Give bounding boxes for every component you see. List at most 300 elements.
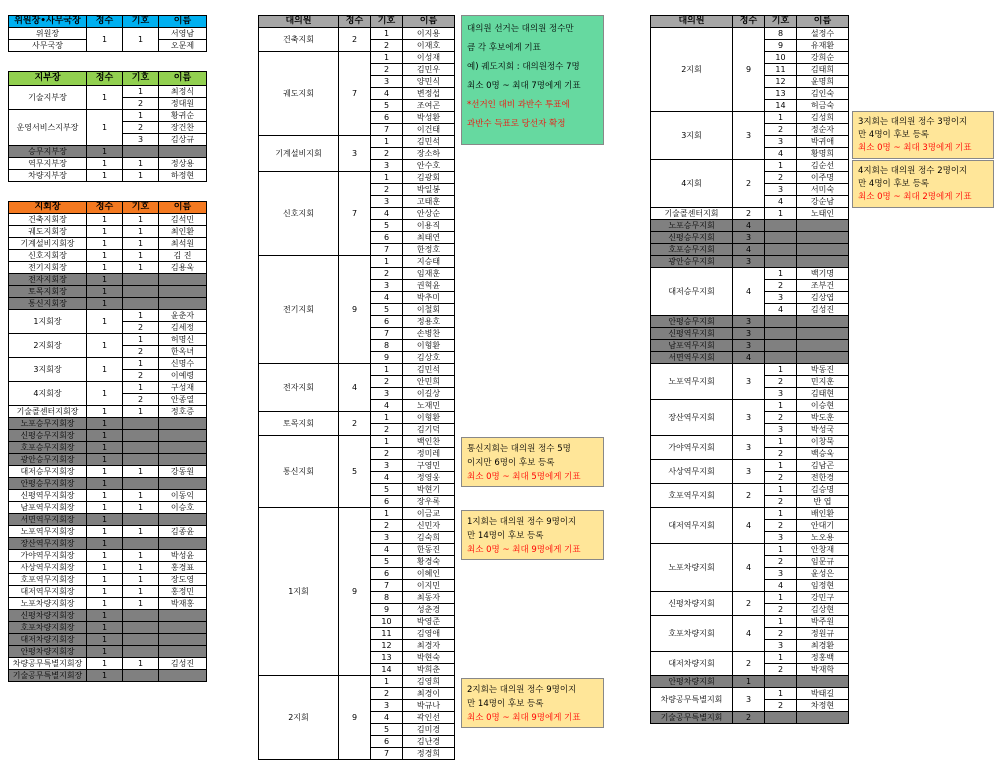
position-cell: 궤도지회장 (9, 226, 87, 238)
number-cell: 5 (371, 556, 403, 568)
branch-cell: 호포승무지회 (651, 244, 733, 256)
name-cell: 조부건 (797, 280, 849, 292)
position-cell: 전자지회장 (9, 274, 87, 286)
name-cell: 김상현 (797, 604, 849, 616)
name-cell (159, 454, 207, 466)
position-cell: 대저차량지회장 (9, 634, 87, 646)
name-cell: 이창묵 (797, 436, 849, 448)
number-cell (123, 430, 159, 442)
name-cell (797, 712, 849, 724)
number-cell (765, 232, 797, 244)
note-line: 최소 0명 ~ 최대 7명에게 기표 (467, 81, 581, 91)
name-cell: 안민희 (403, 376, 455, 388)
name-cell: 김인숙 (797, 88, 849, 100)
quota-cell: 1 (87, 214, 123, 226)
number-cell: 2 (765, 556, 797, 568)
number-cell: 2 (765, 412, 797, 424)
quota-cell: 2 (733, 160, 765, 208)
position-cell: 기술지부장 (9, 86, 87, 110)
quota-cell: 3 (733, 400, 765, 436)
number-cell: 2 (371, 40, 403, 52)
name-cell: 정호증 (159, 406, 207, 418)
number-cell: 4 (371, 400, 403, 412)
quota-cell: 1 (87, 646, 123, 658)
position-cell: 사상역무지회장 (9, 562, 87, 574)
number-cell: 1 (371, 508, 403, 520)
number-cell: 2 (765, 628, 797, 640)
quota-cell: 2 (339, 28, 371, 52)
number-cell: 2 (123, 346, 159, 358)
branch-cell: 장산역무지회 (651, 400, 733, 436)
name-cell: 정순자 (797, 124, 849, 136)
chapter2-note (461, 678, 604, 728)
name-cell: 한정호 (403, 244, 455, 256)
number-cell: 1 (123, 526, 159, 538)
name-cell: 박성환 (403, 112, 455, 124)
number-cell: 11 (371, 628, 403, 640)
note-line: 4지회는 대의원 정수 2명이지 (858, 166, 968, 176)
number-cell: 1 (765, 436, 797, 448)
number-cell: 2 (371, 148, 403, 160)
position-cell: 2지회장 (9, 334, 87, 358)
number-cell: 6 (371, 112, 403, 124)
branch-cell: 전기지회 (259, 256, 339, 364)
number-cell: 1 (765, 400, 797, 412)
number-cell: 3 (371, 700, 403, 712)
name-cell: 박일봉 (403, 184, 455, 196)
quota-cell: 4 (733, 268, 765, 316)
number-cell: 1 (123, 214, 159, 226)
quota-cell: 1 (87, 634, 123, 646)
number-cell: 6 (371, 736, 403, 748)
number-cell (123, 622, 159, 634)
name-cell: 황명희 (797, 148, 849, 160)
quota-cell: 1 (87, 28, 123, 52)
name-cell: 이지용 (403, 28, 455, 40)
position-cell: 통신지회장 (9, 298, 87, 310)
note-line: 3지회는 대의원 정수 3명이지 (858, 117, 968, 127)
quota-cell: 1 (87, 574, 123, 586)
name-cell: 백기명 (797, 268, 849, 280)
number-cell: 3 (765, 136, 797, 148)
name-cell: 안수호 (403, 160, 455, 172)
number-cell: 1 (765, 112, 797, 124)
number-cell: 3 (371, 280, 403, 292)
number-cell: 4 (765, 196, 797, 208)
branch-cell: 4지회 (651, 160, 733, 208)
number-cell: 1 (765, 460, 797, 472)
name-cell: 황경숙 (403, 556, 455, 568)
number-cell: 6 (371, 496, 403, 508)
number-cell: 6 (371, 232, 403, 244)
chapter1-note (461, 510, 604, 560)
position-cell: 대저승무지회장 (9, 466, 87, 478)
delegate-table-1 (258, 15, 455, 760)
note-line: 2지회는 대의원 정수 9명이지 (467, 685, 577, 695)
number-cell: 2 (765, 520, 797, 532)
name-cell: 장소하 (403, 148, 455, 160)
name-cell: 정상용 (159, 158, 207, 170)
number-cell: 3 (765, 388, 797, 400)
name-cell: 정홍백 (797, 652, 849, 664)
number-cell: 4 (765, 580, 797, 592)
branch-cell: 가야역무지회 (651, 436, 733, 460)
quota-cell: 3 (733, 316, 765, 328)
quota-cell: 1 (87, 286, 123, 298)
position-cell: 가야역무지회장 (9, 550, 87, 562)
name-cell: 이승현 (797, 400, 849, 412)
number-cell: 6 (371, 568, 403, 580)
name-cell: 노재민 (403, 400, 455, 412)
name-cell: 김상호 (403, 352, 455, 364)
name-cell: 장도영 (159, 574, 207, 586)
name-cell (797, 352, 849, 364)
branch-cell: 광안승무지회 (651, 256, 733, 268)
number-cell (123, 274, 159, 286)
quota-cell: 9 (339, 256, 371, 364)
number-cell: 8 (765, 28, 797, 40)
branch-cell: 3지회 (651, 112, 733, 160)
quota-cell: 2 (733, 484, 765, 508)
col-header: 정수 (87, 202, 123, 214)
note-line: 1지회는 대의원 정수 9명이지 (467, 517, 577, 527)
position-cell: 노포역무지회장 (9, 526, 87, 538)
number-cell (123, 610, 159, 622)
quota-cell: 1 (87, 110, 123, 146)
position-cell: 3지회장 (9, 358, 87, 382)
name-cell: 박재홍 (159, 598, 207, 610)
quota-cell: 4 (733, 508, 765, 544)
name-cell: 신민자 (403, 520, 455, 532)
name-cell: 김태희 (797, 64, 849, 76)
name-cell (159, 514, 207, 526)
number-cell: 2 (123, 98, 159, 110)
quota-cell: 1 (87, 382, 123, 406)
position-cell: 호포역무지회장 (9, 574, 87, 586)
quota-cell: 7 (339, 172, 371, 256)
position-cell: 안평승무지회장 (9, 478, 87, 490)
quota-cell: 4 (339, 364, 371, 412)
name-cell (797, 220, 849, 232)
number-cell: 2 (123, 122, 159, 134)
name-cell: 정용호 (403, 316, 455, 328)
number-cell: 2 (371, 184, 403, 196)
number-cell: 3 (371, 532, 403, 544)
name-cell: 김상규 (159, 134, 207, 146)
position-cell: 호포승무지회장 (9, 442, 87, 454)
quota-cell: 9 (339, 676, 371, 760)
name-cell: 정경희 (403, 748, 455, 760)
quota-cell: 3 (733, 340, 765, 352)
number-cell: 1 (123, 110, 159, 122)
number-cell: 1 (371, 172, 403, 184)
number-cell (765, 676, 797, 688)
number-cell (123, 634, 159, 646)
col-header: 이름 (159, 72, 207, 86)
name-cell: 차정현 (797, 700, 849, 712)
branch-cell: 노포역무지회 (651, 364, 733, 400)
branch-cell: 대저차량지회 (651, 652, 733, 676)
note-line: 만 14명이 후보 등록 (467, 699, 544, 709)
quota-cell: 3 (733, 436, 765, 460)
name-cell: 고태훈 (403, 196, 455, 208)
name-cell: 한동진 (403, 544, 455, 556)
name-cell (159, 442, 207, 454)
branch-cell: 기계설비지회 (259, 136, 339, 172)
col-header: 위원장•사무국장 (9, 16, 87, 28)
name-cell: 손병찬 (403, 328, 455, 340)
name-cell: 임문규 (797, 556, 849, 568)
branch-cell: 토목지회 (259, 412, 339, 436)
quota-cell: 9 (733, 28, 765, 112)
name-cell: 오문제 (159, 40, 207, 52)
name-cell: 이성재 (403, 52, 455, 64)
quota-cell: 3 (339, 136, 371, 172)
position-cell: 장산역무지회장 (9, 538, 87, 550)
number-cell: 5 (371, 100, 403, 112)
position-cell: 남포역무지회장 (9, 502, 87, 514)
name-cell: 김남곤 (797, 460, 849, 472)
name-cell: 김영희 (403, 676, 455, 688)
number-cell: 1 (765, 268, 797, 280)
quota-cell: 1 (87, 466, 123, 478)
name-cell (797, 316, 849, 328)
name-cell: 안대기 (797, 520, 849, 532)
quota-cell: 3 (733, 256, 765, 268)
name-cell: 허금숙 (797, 100, 849, 112)
branch-cell: 차량공무특별지회 (651, 688, 733, 712)
number-cell: 1 (123, 574, 159, 586)
position-cell: 승무지부장 (9, 146, 87, 158)
name-cell: 임재훈 (403, 268, 455, 280)
number-cell: 9 (371, 352, 403, 364)
number-cell: 2 (765, 448, 797, 460)
branch-cell: 신평승무지회 (651, 232, 733, 244)
quota-cell: 5 (339, 436, 371, 508)
name-cell (159, 670, 207, 682)
number-cell: 1 (123, 86, 159, 98)
quota-cell: 1 (87, 622, 123, 634)
number-cell: 1 (123, 28, 159, 52)
number-cell (123, 538, 159, 550)
number-cell: 5 (371, 304, 403, 316)
col-header: 정수 (87, 72, 123, 86)
position-cell: 신호지회장 (9, 250, 87, 262)
name-cell: 김승명 (797, 484, 849, 496)
name-cell: 홍정민 (159, 586, 207, 598)
number-cell: 2 (765, 172, 797, 184)
number-cell (123, 418, 159, 430)
position-cell: 토목지회장 (9, 286, 87, 298)
name-cell: 전한경 (797, 472, 849, 484)
col-header: 정수 (339, 16, 371, 28)
branch-cell: 안평승무지회 (651, 316, 733, 328)
position-cell: 신평역무지회장 (9, 490, 87, 502)
position-cell: 노포차량지회장 (9, 598, 87, 610)
quota-cell: 1 (87, 262, 123, 274)
number-cell: 3 (765, 184, 797, 196)
branch-table (8, 71, 207, 182)
quota-cell: 1 (87, 490, 123, 502)
quota-cell: 1 (87, 442, 123, 454)
number-cell: 9 (765, 40, 797, 52)
number-cell (123, 442, 159, 454)
position-cell: 기술공무특별지회장 (9, 670, 87, 682)
name-cell: 양민식 (403, 76, 455, 88)
name-cell: 민지훈 (797, 376, 849, 388)
number-cell: 1 (123, 262, 159, 274)
quota-cell: 1 (87, 550, 123, 562)
col-header: 기호 (765, 16, 797, 28)
branch-cell: 남포역무지회 (651, 340, 733, 352)
quota-cell: 1 (87, 406, 123, 418)
name-cell (159, 274, 207, 286)
quota-cell: 1 (87, 86, 123, 110)
chapter3-note (852, 111, 994, 159)
number-cell: 13 (765, 88, 797, 100)
quota-cell: 1 (87, 454, 123, 466)
col-header: 대의원 (651, 16, 733, 28)
quota-cell: 1 (87, 586, 123, 598)
quota-cell: 1 (87, 298, 123, 310)
quota-cell: 3 (733, 328, 765, 340)
name-cell: 최인환 (159, 226, 207, 238)
number-cell: 2 (371, 448, 403, 460)
name-cell: 김용욱 (159, 262, 207, 274)
branch-cell: 대저승무지회 (651, 268, 733, 316)
number-cell: 12 (371, 640, 403, 652)
quota-cell: 3 (733, 232, 765, 244)
number-cell: 14 (371, 664, 403, 676)
number-cell: 2 (123, 370, 159, 382)
name-cell (159, 286, 207, 298)
number-cell: 1 (123, 334, 159, 346)
number-cell: 1 (765, 208, 797, 220)
col-header: 이름 (797, 16, 849, 28)
number-cell: 3 (371, 196, 403, 208)
number-cell: 1 (765, 508, 797, 520)
quota-cell: 2 (733, 652, 765, 676)
branch-cell: 통신지회 (259, 436, 339, 508)
note-line: *선거인 대비 과반수 투표에 (467, 100, 570, 110)
note-line: 최소 0명 ~ 최대 9명에게 기표 (467, 545, 581, 555)
number-cell: 1 (765, 364, 797, 376)
number-cell: 2 (765, 280, 797, 292)
number-cell: 1 (123, 562, 159, 574)
number-cell: 3 (371, 388, 403, 400)
position-cell: 안평차량지회장 (9, 646, 87, 658)
name-cell: 정영웅 (403, 472, 455, 484)
name-cell: 윤춘자 (159, 310, 207, 322)
position-cell: 사무국장 (9, 40, 87, 52)
number-cell: 1 (371, 136, 403, 148)
quota-cell: 1 (87, 562, 123, 574)
number-cell: 5 (371, 484, 403, 496)
col-header: 지부장 (9, 72, 87, 86)
number-cell: 2 (765, 604, 797, 616)
number-cell (765, 244, 797, 256)
branch-cell: 2지회 (259, 676, 339, 760)
name-cell: 이형환 (403, 340, 455, 352)
number-cell: 2 (371, 376, 403, 388)
quota-cell: 1 (87, 658, 123, 670)
name-cell: 이용직 (403, 220, 455, 232)
number-cell: 2 (371, 520, 403, 532)
chapter4-note (852, 160, 994, 208)
branch-cell: 대저역무지회 (651, 508, 733, 544)
name-cell: 이금교 (403, 508, 455, 520)
number-cell (123, 286, 159, 298)
name-cell: 김성진 (797, 304, 849, 316)
number-cell (765, 712, 797, 724)
number-cell: 1 (123, 502, 159, 514)
name-cell (159, 634, 207, 646)
number-cell: 2 (765, 700, 797, 712)
name-cell: 윤명희 (797, 76, 849, 88)
quota-cell: 1 (87, 274, 123, 286)
name-cell: 김기덕 (403, 424, 455, 436)
name-cell: 박현기 (403, 484, 455, 496)
quota-cell: 4 (733, 244, 765, 256)
number-cell: 2 (371, 64, 403, 76)
col-header: 정수 (733, 16, 765, 28)
position-cell: 위원장 (9, 28, 87, 40)
number-cell (123, 646, 159, 658)
number-cell (765, 316, 797, 328)
name-cell: 최정식 (159, 86, 207, 98)
name-cell: 이예령 (159, 370, 207, 382)
number-cell: 1 (123, 658, 159, 670)
quota-cell: 1 (87, 158, 123, 170)
name-cell (159, 146, 207, 158)
number-cell (123, 454, 159, 466)
number-cell: 1 (371, 256, 403, 268)
quota-cell: 1 (87, 478, 123, 490)
number-cell: 5 (371, 220, 403, 232)
quota-cell: 1 (87, 250, 123, 262)
name-cell (159, 478, 207, 490)
tongsin-note (461, 437, 604, 487)
name-cell: 최태연 (403, 232, 455, 244)
name-cell: 구성재 (159, 382, 207, 394)
number-cell: 2 (765, 376, 797, 388)
name-cell: 이동익 (159, 490, 207, 502)
name-cell: 김민석 (403, 364, 455, 376)
position-cell: 역무지부장 (9, 158, 87, 170)
number-cell: 3 (765, 640, 797, 652)
quota-cell: 1 (87, 670, 123, 682)
name-cell: 박재학 (797, 664, 849, 676)
number-cell: 1 (123, 358, 159, 370)
quota-cell: 2 (733, 592, 765, 616)
number-cell: 13 (371, 652, 403, 664)
quota-cell: 1 (87, 238, 123, 250)
quota-cell: 4 (733, 616, 765, 652)
branch-cell: 궤도지회 (259, 52, 339, 136)
number-cell: 1 (371, 676, 403, 688)
number-cell: 1 (765, 652, 797, 664)
position-cell: 건축지회장 (9, 214, 87, 226)
position-cell: 차량공무특별지회장 (9, 658, 87, 670)
name-cell: 홍경표 (159, 562, 207, 574)
quota-cell: 1 (87, 358, 123, 382)
name-cell: 정원규 (797, 628, 849, 640)
name-cell: 이형환 (403, 412, 455, 424)
name-cell: 박규나 (403, 700, 455, 712)
branch-cell: 2지회 (651, 28, 733, 112)
number-cell (123, 478, 159, 490)
number-cell: 2 (371, 688, 403, 700)
